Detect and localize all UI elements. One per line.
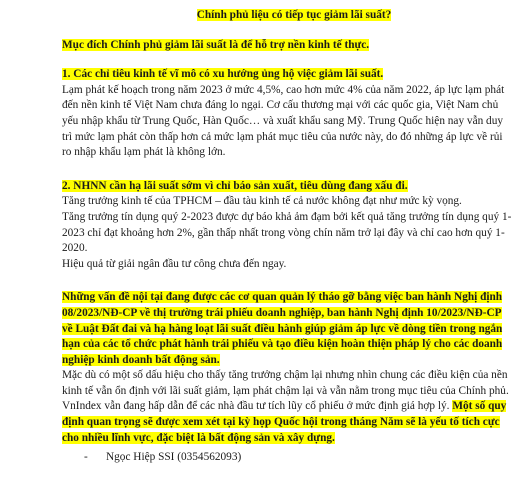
purpose-text: Mục đích Chính phủ giảm lãi suất là để hỗ trợ nền kinh tế thực. (62, 38, 370, 51)
section-3-body-text: Mặc dù có một số dấu hiệu cho thấy tăng trưởng chậm lại nhưng nhìn chung các điều kiện của nền kinh tế vẫn ổn định với lãi suất giảm, lạm phát chậm lại và vẫn nằm trong mục tiêu của Chính phủ. VnIndex vẫn đang hấp dẫn để các nhà đầu tư tích lũy cổ phiếu ở mức định giá hợp lý. (62, 369, 509, 413)
section-2-paragraph-1: Tăng trưởng kinh tế của TPHCM – đầu tàu kinh tế cả nước không đạt như mức kỳ vọng. (62, 195, 462, 208)
purpose-statement (62, 38, 514, 54)
section-2-paragraph-2: Tăng trưởng tín dụng quý 2-2023 được dự báo khả ảm đạm bởi kết quả tăng trưởng tín dụng quý 1- 2023 chỉ đạt khoảng hơn 2%, gần thấp nhất trong vòng chín năm trở lại đây và chỉ cao hơn quý 1-2020. (62, 210, 512, 255)
section-2-heading-text: 2. NHNN cần hạ lãi suất sớm vì chỉ báo sản xuất, tiêu dùng đang xấu đi. (62, 179, 408, 192)
signature-dash: - (84, 451, 88, 464)
signature-name: Ngọc Hiệp SSI (0354562093) (106, 451, 242, 464)
section-3-closing-text: Một số quy định quan trọng sẽ được xem xét tại kỳ họp Quốc hội trong tháng Năm sẽ là yếu tố tích cực cho nhiều lĩnh vực, đặc biệt là bất động sản và xây dựng. (62, 400, 507, 444)
section-3-highlight-text: Những vấn đề nội tại đang được các cơ quan quản lý tháo gỡ bằng việc ban hành Nghị định 08/2023/NĐ-CP về thị trường trái phiếu doanh nghiệp, ban hành Nghị định 10/2023/NĐ-CP về Luật Đất đai và hạ hàng loạt lãi suất điều hành giúp giảm áp lực về dòng tiền trong ngắn hạn của các tổ chức phát hành trái phiếu và tạo điều kiện hoàn thiện pháp lý cho các doanh nghiệp kinh doanh bất động sản. (62, 291, 503, 366)
section-2-paragraph-3: Hiệu quả từ giải ngân đầu tư công chưa đến ngay. (62, 257, 287, 270)
section-1-heading (62, 67, 514, 83)
section-1-body: Lạm phát kế hoạch trong năm 2023 ở mức 4,5%, cao hơn mức 4% của năm 2022, áp lực lạm phát đến nền kinh tế Việt Nam chưa đáng lo ngại. Cơ cấu thương mại với các quốc gia, Việt Nam chủ yếu nhập khẩu từ Trung Quốc, Hàn Quốc… và xuất khẩu sang Mỹ. Trung Quốc hiện nay vẫn duy trì mức lạm phát còn thấp hơn cả mức lạm phát mục tiêu của nước này, do đó những áp lực về rủi ro nhập khẩu lạm phát là không lớn. (62, 83, 505, 159)
title-text: Chính phủ liệu có tiếp tục giảm lãi suất? (196, 9, 392, 21)
section-1-heading-text: 1. Các chỉ tiêu kinh tế vĩ mô có xu hướng ủng hộ việc giảm lãi suất. (62, 68, 384, 81)
section-3-body (62, 368, 514, 446)
document-title (62, 8, 514, 24)
section-2-heading (62, 179, 514, 195)
signature-line (62, 450, 514, 466)
section-3-highlight (62, 290, 514, 368)
